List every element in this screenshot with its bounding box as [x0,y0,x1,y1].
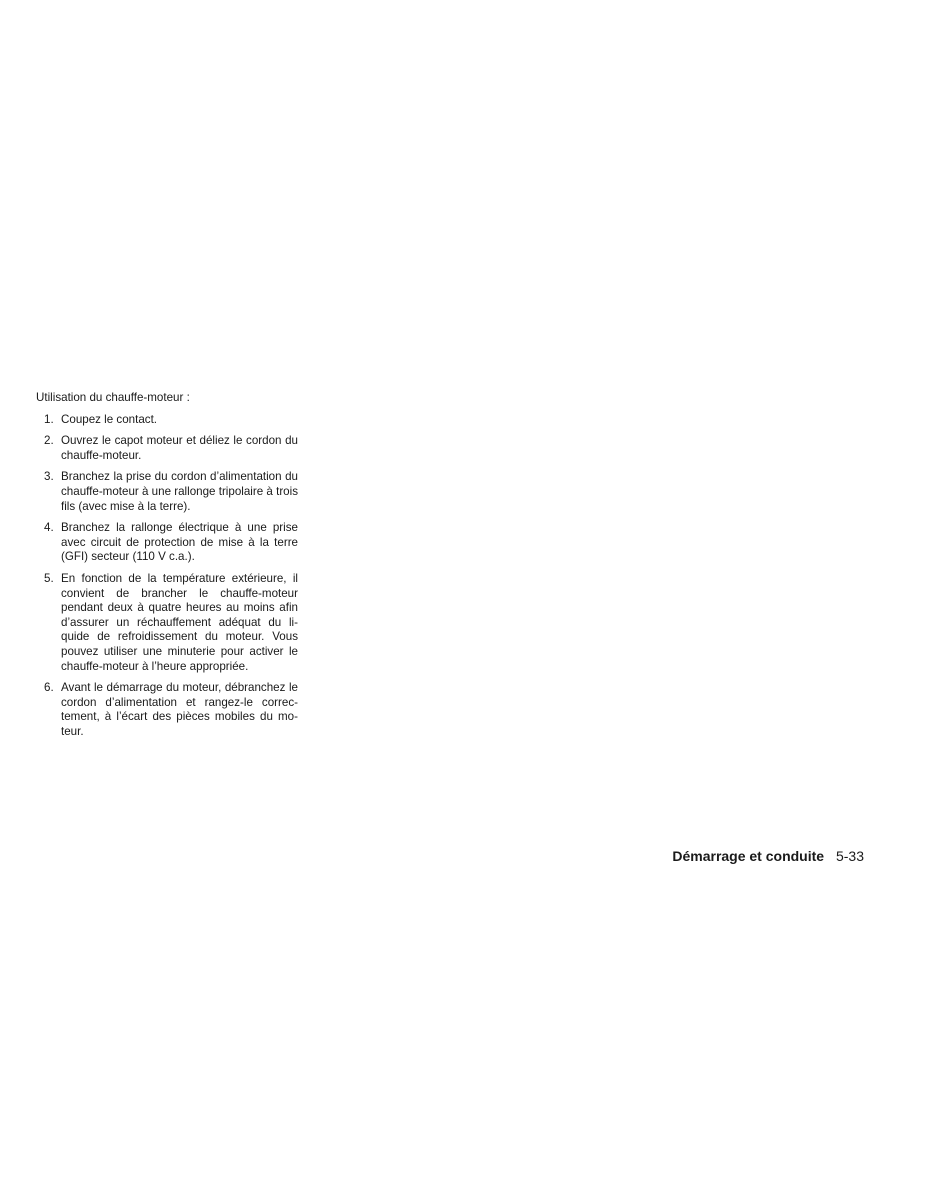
step-number: 1. [44,412,54,426]
step-number: 4. [44,521,54,535]
step-text: Avant le démarrage du moteur, débranchez le cordon d’alimentation et rangez-le correc-tement, à l’écart des pièces mobiles du mo-teur. [61,681,298,738]
instructions-column [36,391,298,746]
step-text: Coupez le contact. [61,412,158,426]
page-footer [672,847,864,865]
step-number: 3. [44,470,54,484]
steps-list [36,413,298,740]
list-item [36,521,298,565]
page-number: 5-33 [835,848,864,864]
list-item [36,470,298,514]
list-item [36,413,298,428]
step-number: 6. [44,681,54,695]
intro-heading: Utilisation du chauffe-moteur : [36,391,190,404]
list-item [36,572,298,674]
step-text: Branchez la rallonge électrique à une prise avec circuit de protection de mise à la terre (GFI) secteur (110 V c.a.). [61,521,298,564]
list-item [36,681,298,739]
list-item [36,434,298,463]
step-text: En fonction de la température extérieure, il convient de brancher le chauffe-moteur pendant deux à quatre heures au moins afin d’assurer un réchauffement adéquat du li-quide de refroidissement du moteur. Vous pouvez utiliser une minuterie pour activer le chauffe-moteur à l’heure appropriée. [61,571,298,673]
step-number: 5. [44,571,54,585]
step-text: Branchez la prise du cordon d’alimentation du chauffe-moteur à une rallonge tripolaire à trois fils (avec mise à la terre). [61,470,298,513]
step-text: Ouvrez le capot moteur et déliez le cordon du chauffe-moteur. [61,434,298,462]
step-number: 2. [44,434,54,448]
section-title: Démarrage et conduite [672,848,825,864]
